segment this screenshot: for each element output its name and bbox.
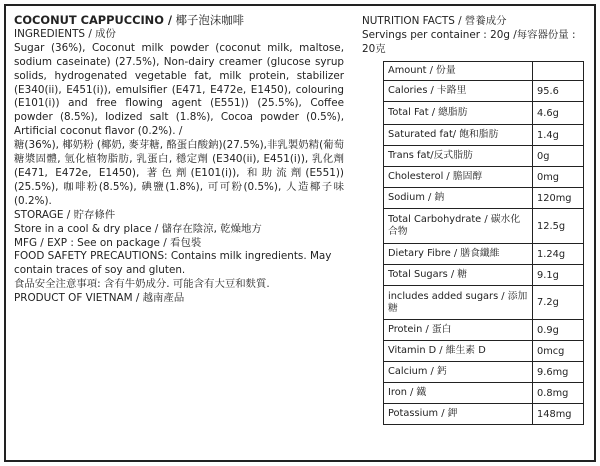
nutrition-row <box>384 341 584 362</box>
nutrition-heading: NUTRITION FACTS / 營養成分 <box>362 15 507 27</box>
storage-line-1: Store in a cool & dry place / 儲存在陰涼, 乾燥地方 <box>14 222 262 235</box>
nutrient-value: 12.5g <box>533 209 584 244</box>
nutrient-name: Saturated fat/ 飽和脂肪 <box>384 125 533 146</box>
nutrient-value: 4.6g <box>533 102 584 125</box>
nutrient-value: 9.1g <box>533 265 584 286</box>
nutrient-name: Cholesterol / 膽固醇 <box>384 167 533 188</box>
nutrition-row <box>384 62 584 81</box>
food-safety-cn: 食品安全注意事項: 含有牛奶成分. 可能含有大豆和麩質. <box>14 278 270 291</box>
storage-heading: STORAGE / 貯存條件 <box>14 208 116 221</box>
nutrient-value: 1.4g <box>533 125 584 146</box>
product-title-en: COCONUT CAPPUCCINO / <box>14 13 173 27</box>
nutrient-name: includes added sugars / 添加糖 <box>384 286 533 320</box>
nutrition-panel <box>362 14 588 420</box>
nutrition-row <box>384 404 584 425</box>
serving-size: Servings per container : 20g /每容器份量 : 20克 <box>362 29 576 55</box>
nutrition-row <box>384 125 584 146</box>
nutrient-value: 120mg <box>533 188 584 209</box>
nutrition-row <box>384 362 584 383</box>
ingredients-text-en: Sugar (36%), Coconut milk powder (coconut milk, maltose, sodium caseinate) (27.5%), Non-dairy creamer (glucose syrup solids, hydrogenated vegetable fat, milk protein, stabilizer (E340(ii), E451(i)), emulsifier (E471, E472e, E1450), colouring (E101(i)) and free flowing agent (E551)) (25.5%), Coffee powder (8.5%), Iodized salt (1.8%), Cocoa powder (0.5%), Artificial coconut flavor (0.2%). / <box>14 41 344 138</box>
nutrient-value: 0.9g <box>533 320 584 341</box>
storage-line-2: MFG / EXP : See on package / 看包裝 <box>14 236 202 249</box>
nutrient-value: 0.8mg <box>533 383 584 404</box>
ingredients-heading: INGREDIENTS / 成份 <box>14 27 116 40</box>
nutrition-row <box>384 320 584 341</box>
nutrition-table <box>383 61 584 425</box>
nutrient-name: Total Fat / 總脂肪 <box>384 102 533 125</box>
nutrition-row <box>384 286 584 320</box>
product-title <box>14 14 344 28</box>
nutrition-row <box>384 146 584 167</box>
food-safety-en: FOOD SAFETY PRECAUTIONS: Contains milk ingredients. May contain traces of soy and gluten. <box>14 250 332 277</box>
nutrient-name: Trans fat/反式脂肪 <box>384 146 533 167</box>
nutrient-name: Vitamin D / 維生素 D <box>384 341 533 362</box>
nutrition-row <box>384 265 584 286</box>
nutrient-name: Total Carbohydrate / 碳水化合物 <box>384 209 533 244</box>
nutrient-value: 7.2g <box>533 286 584 320</box>
nutrient-name: Amount / 份量 <box>384 62 533 81</box>
nutrition-row <box>384 383 584 404</box>
nutrient-name: Total Sugars / 糖 <box>384 265 533 286</box>
nutrient-name: Calories / 卡路里 <box>384 81 533 102</box>
nutrition-row <box>384 167 584 188</box>
nutrient-name: Sodium / 鈉 <box>384 188 533 209</box>
nutrient-name: Protein / 蛋白 <box>384 320 533 341</box>
nutrient-value: 95.6 <box>533 81 584 102</box>
nutrient-name: Potassium / 鉀 <box>384 404 533 425</box>
product-title-cn: 椰子泡沫咖啡 <box>172 13 244 27</box>
nutrition-row <box>384 244 584 265</box>
nutrition-row <box>384 188 584 209</box>
nutrient-value: 0mcg <box>533 341 584 362</box>
nutrition-row <box>384 209 584 244</box>
nutrient-name: Calcium / 鈣 <box>384 362 533 383</box>
origin: PRODUCT OF VIETNAM / 越南產品 <box>14 292 185 305</box>
ingredients-text-cn: 糖(36%), 椰奶粉 (椰奶, 麥芽糖, 酪蛋白酸鈉)(27.5%),非乳製奶精(葡萄糖漿固體, 氫化植物脂肪, 乳蛋白, 穩定劑 (E340(ii), E451(i)), 乳化劑 (E471, E472e, E1450), 著色劑(E101(i)), 和助流劑(E551)) (25.5%), 咖啡粉(8.5%), 碘鹽(1.8%), 可可粉(0.5%), 人造椰子味(0.2%). <box>14 139 344 207</box>
nutrient-value: 9.6mg <box>533 362 584 383</box>
nutrient-value: 0mg <box>533 167 584 188</box>
nutrient-name: Dietary Fibre / 膳食纖維 <box>384 244 533 265</box>
nutrition-row <box>384 81 584 102</box>
nutrient-value <box>533 62 584 81</box>
nutrient-name: Iron / 鐵 <box>384 383 533 404</box>
left-column <box>14 14 344 306</box>
nutrition-row <box>384 102 584 125</box>
nutrient-value: 148mg <box>533 404 584 425</box>
nutrient-value: 0g <box>533 146 584 167</box>
nutrient-value: 1.24g <box>533 244 584 265</box>
